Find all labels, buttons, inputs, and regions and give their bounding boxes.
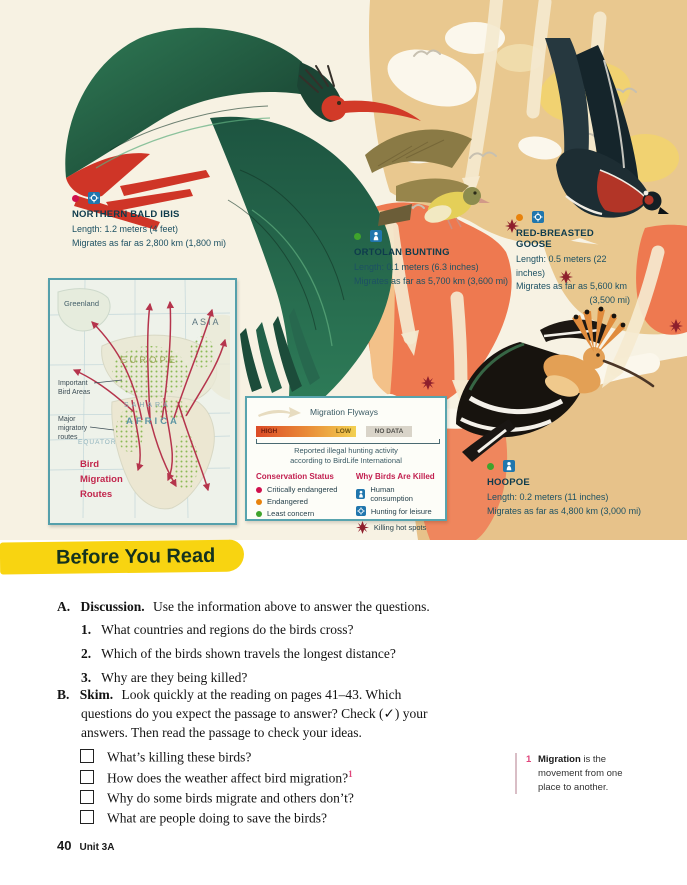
section-title: Skim.: [79, 687, 114, 702]
label-northern-bald-ibis: [72, 192, 226, 250]
conservation-status-dot: [354, 233, 361, 240]
scale-no-data-label: NO DATA: [366, 426, 412, 437]
bird-length: Length: 0.1 meters (6.3 inches): [354, 262, 479, 272]
svg-text:Major: Major: [58, 416, 76, 423]
footnote-number: 1: [526, 754, 532, 765]
checkbox[interactable]: [80, 749, 94, 763]
bird-migration-distance: Migrates as far as 4,800 km (3,000 mi): [487, 505, 642, 516]
checkbox-row-2: [80, 769, 353, 787]
section-letter: A.: [57, 599, 71, 614]
svg-text:Greenland: Greenland: [64, 299, 100, 308]
question-text: Which of the birds shown travels the longest distance?: [101, 646, 396, 661]
human-consumption-person-icon: [370, 230, 382, 242]
bird-length: Length: 0.2 meters (11 inches): [487, 492, 609, 502]
before-you-read-banner: [0, 540, 244, 575]
section-intro-line2: questions do you expect the passage to answer? Check (✓) your: [81, 706, 428, 721]
human-consumption-person-icon: [356, 489, 366, 499]
svg-text:Bird: Bird: [80, 459, 99, 470]
question-number: 1.: [81, 622, 92, 637]
checkbox-label: Why do some birds migrate and others don’t?: [107, 790, 354, 806]
legend-item-label: Least concern: [267, 509, 315, 519]
svg-text:Bird Areas: Bird Areas: [58, 389, 91, 396]
conservation-status-title: Conservation Status: [256, 472, 334, 482]
scale-caption-line2: according to BirdLife International: [290, 456, 402, 466]
section-a-heading: [57, 599, 430, 615]
bird-name: NORTHERN BALD IBIS: [72, 209, 180, 220]
question-text: Why are they being killed?: [101, 670, 248, 685]
unit-label: Unit 3A: [79, 842, 115, 853]
checkbox[interactable]: [80, 770, 94, 784]
scale-bracket: [256, 439, 440, 444]
svg-text:ASIA: ASIA: [192, 317, 221, 327]
least-concern-dot: [256, 511, 262, 517]
label-hoopoe: [487, 460, 641, 518]
checkbox-row-3: [80, 789, 354, 807]
human-consumption-person-icon: [503, 460, 515, 472]
bird-name: HOOPOE: [487, 477, 530, 488]
bird-name: RED-BREASTED GOOSE: [516, 228, 594, 250]
footnote-marker: 1: [348, 769, 353, 779]
banner-title: Before You Read: [55, 544, 216, 569]
legend-item-label: Hunting for leisure: [370, 506, 432, 516]
legend-item-label: Killing hot spots: [373, 523, 427, 533]
section-intro-line3: answers. Then read the passage to check your ideas.: [81, 725, 362, 740]
conservation-status-dot: [487, 463, 494, 470]
critically-endangered-dot: [256, 487, 262, 493]
bird-name: ORTOLAN BUNTING: [354, 247, 450, 258]
checkbox-row-1: [80, 748, 251, 766]
hunting-scope-icon: [532, 211, 544, 223]
footnote-term: Migration: [538, 754, 581, 765]
scale-low-label: LOW: [335, 428, 351, 435]
svg-text:EUROPE: EUROPE: [120, 355, 179, 366]
endangered-dot: [256, 499, 262, 505]
svg-text:EQUATOR: EQUATOR: [78, 439, 117, 446]
section-letter: B.: [57, 687, 70, 702]
legend-item-label: Critically endangered: [267, 485, 338, 495]
hunting-scope-icon: [88, 192, 100, 204]
bird-length: Length: 0.5 meters (22 inches): [516, 254, 607, 278]
legend-item-label: Endangered: [267, 497, 308, 507]
bird-migration-routes-map: [48, 278, 237, 525]
section-intro-line1: Look quickly at the reading on pages 41–43. Which: [121, 687, 402, 702]
footnote-definition: [515, 753, 646, 794]
flyway-arrow-icon: [256, 405, 302, 419]
flyways-label: Migration Flyways: [310, 407, 379, 417]
svg-text:SAHARA: SAHARA: [124, 402, 171, 409]
checkbox-label: How does the weather affect bird migration?: [107, 770, 349, 786]
footnote-text: is the movement from one place to another.: [538, 754, 623, 793]
section-title: Discussion.: [80, 599, 145, 614]
conservation-status-dot: [516, 214, 523, 221]
killing-hotspot-burst-icon: [356, 521, 369, 534]
bird-length: Length: 1.2 meters (4 feet): [72, 224, 179, 234]
checkbox-row-4: [80, 809, 327, 827]
section-intro: Use the information above to answer the questions.: [153, 599, 430, 614]
why-birds-killed-title: Why Birds Are Killed: [355, 472, 435, 482]
conservation-status-legend: [256, 472, 347, 537]
bird-migration-distance: Migrates as far as 2,800 km (1,800 mi): [72, 237, 227, 248]
legend-item-label: Human consumption: [370, 485, 413, 504]
label-red-breasted-goose: [516, 211, 630, 307]
hunting-activity-scale: [256, 426, 356, 437]
scale-high-label: HIGH: [261, 428, 278, 435]
svg-text:routes: routes: [58, 434, 78, 441]
section-b-heading: [57, 687, 401, 703]
svg-text:migratory: migratory: [58, 425, 88, 432]
checkbox[interactable]: [80, 810, 94, 824]
hunting-scope-icon: [356, 506, 366, 516]
map-legend: [245, 396, 447, 533]
question-3: [81, 670, 247, 686]
svg-text:Important: Important: [58, 380, 88, 387]
conservation-status-dot: [72, 195, 79, 202]
svg-text:AFRICA: AFRICA: [126, 416, 180, 427]
page-number: 40: [57, 838, 72, 853]
label-ortolan-bunting: [354, 230, 508, 288]
svg-text:Routes: Routes: [80, 489, 113, 500]
bird-migration-distance-cont: (3,500 mi): [589, 294, 630, 305]
checkbox-label: What are people doing to save the birds?: [107, 810, 328, 826]
question-text: What countries and regions do the birds cross?: [101, 622, 354, 637]
svg-text:Migration: Migration: [80, 474, 123, 485]
question-2: [81, 646, 396, 662]
question-number: 3.: [81, 670, 92, 685]
page-footer: [57, 838, 114, 853]
checkbox[interactable]: [80, 790, 94, 804]
checkbox-label: What’s killing these birds?: [107, 749, 252, 765]
question-number: 2.: [81, 646, 92, 661]
question-1: [81, 622, 353, 638]
bird-migration-distance: Migrates as far as 5,700 km (3,600 mi): [354, 275, 509, 286]
scale-caption-line1: Reported illegal hunting activity: [294, 446, 398, 455]
why-birds-are-killed-legend: [356, 472, 436, 537]
bird-migration-distance: Migrates as far as 5,600 km: [516, 281, 628, 291]
